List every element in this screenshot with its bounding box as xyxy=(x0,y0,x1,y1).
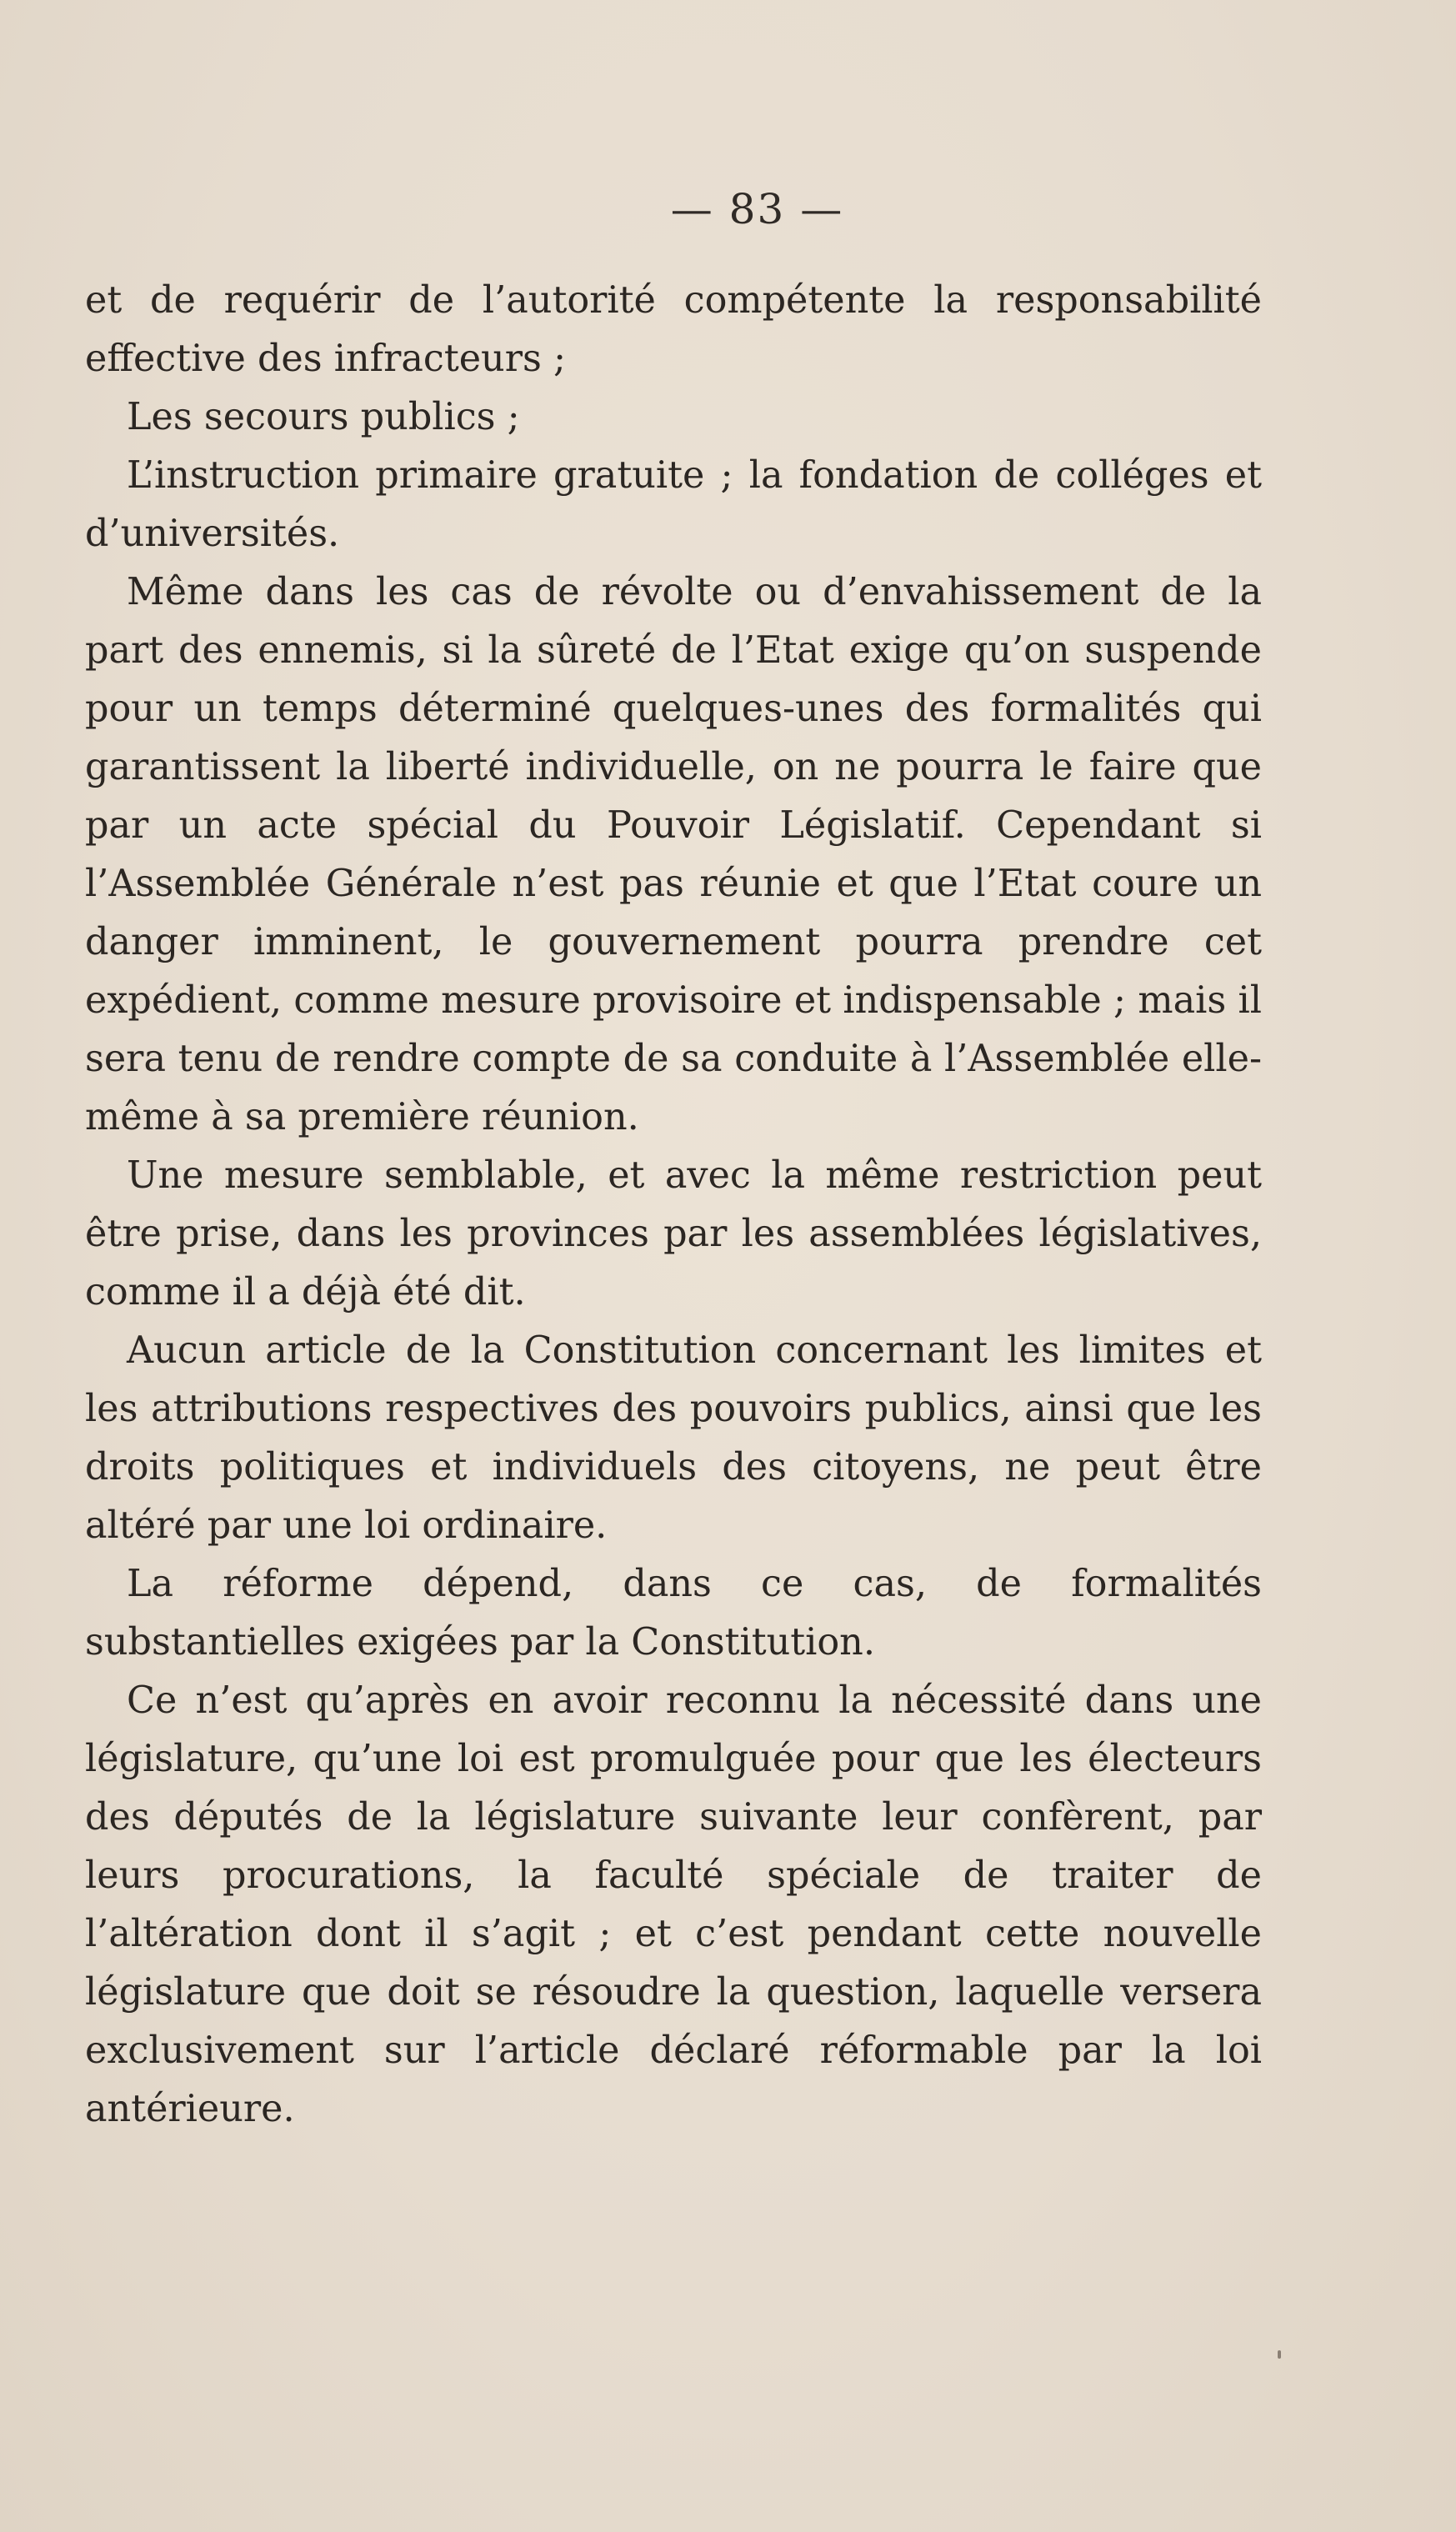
paragraph: Une mesure semblable, et avec la même restriction peut être prise, dans les provinces par les assemblées législatives, comme il a déjà été dit. xyxy=(85,1154,1262,1314)
paragraph: et de requérir de l’autorité compétente la responsabilité effective des infracteurs ; xyxy=(85,279,1262,380)
paragraph: Les secours publics ; xyxy=(127,396,520,438)
body-text xyxy=(85,272,1262,2139)
paragraph: L’instruction primaire gratuite ; la fondation de colléges et d’universités. xyxy=(85,454,1262,555)
paragraph: La réforme dépend, dans ce cas, de formalités substantielles exigées par la Constitution. xyxy=(85,1563,1262,1664)
paragraph: Aucun article de la Constitution concernant les limites et les attributions respectives des pouvoirs publics, ainsi que les droits politiques et individuels des citoyens, ne peut être altéré par une loi ordinaire. xyxy=(85,1329,1262,1547)
paragraph: Ce n’est qu’après en avoir reconnu la nécessité dans une législature, qu’une loi est promulguée pour que les électeurs des députés de la législature suivante leur confèrent, par leurs procurations, la faculté spéciale de traiter de l’altération dont il s’agit ; et c’est pendant cette nouvelle législature que doit se résoudre la question, laquelle versera exclusivement sur l’article déclaré réformable par la loi antérieure. xyxy=(85,1679,1262,2130)
page-number: — 83 — xyxy=(670,185,844,233)
paragraph: Même dans les cas de révolte ou d’envahissement de la part des ennemis, si la sûreté de l’Etat exige qu’on suspende pour un temps déterminé quelques-unes des formalités qui garantissent la liberté individuelle, on ne pourra le faire que par un acte spécial du Pouvoir Législatif. Cependant si l’Assemblée Générale n’est pas réunie et que l’Etat coure un danger imminent, le gouvernement pourra prendre cet expédient, comme mesure provisoire et indispensable ; mais il sera tenu de rendre compte de sa conduite à l’Assemblée elle-même à sa première réunion. xyxy=(85,571,1262,1138)
paper-speck xyxy=(1278,2350,1281,2359)
